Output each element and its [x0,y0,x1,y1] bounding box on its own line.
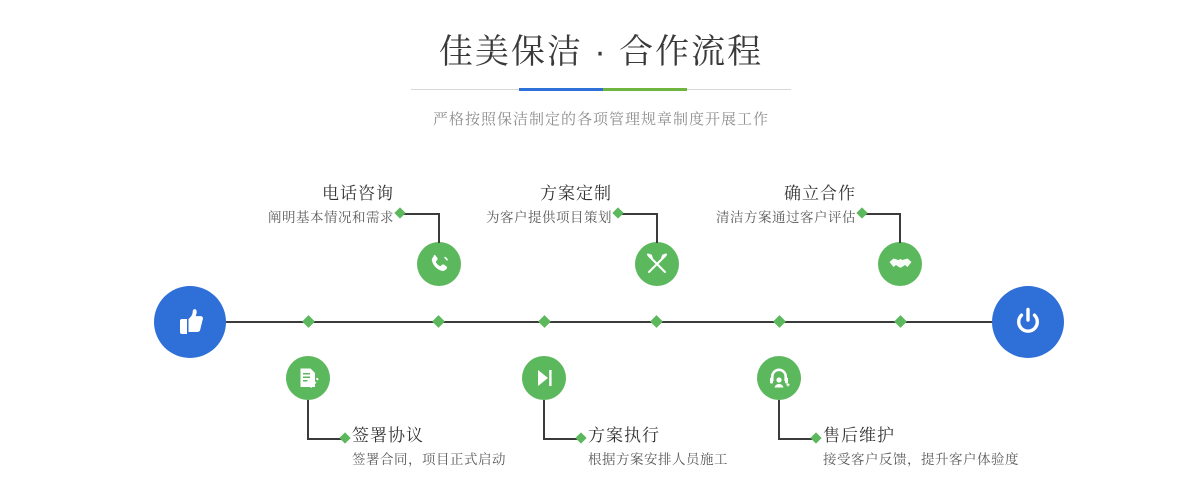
divider-accent-blue [519,88,603,91]
step-leaf-marker-5 [856,207,867,218]
page-title: 佳美保洁 · 合作流程 [438,33,764,71]
step-node-3 [635,242,679,286]
step-leaf-marker-4 [575,432,586,443]
step-leaf-marker-1 [394,207,405,218]
step-title-1: 电话咨询 [322,184,394,203]
page-subtitle: 严格按照保洁制定的各项管理规章制度开展工作 [432,111,769,128]
step-title-2: 签署协议 [352,426,424,445]
axis-marker [302,315,315,328]
step-label-5 [700,183,856,229]
step-connector-1-horizontal [400,213,440,215]
step-title-3: 方案定制 [540,184,612,203]
step-connector-1-vertical [438,213,440,243]
step-title-5: 确立合作 [784,184,856,203]
title-divider [411,84,791,96]
power-icon [1008,302,1048,342]
step-leaf-marker-6 [810,432,821,443]
step-connector-3-horizontal [618,213,658,215]
step-desc-1: 阐明基本情况和需求 [268,210,394,225]
step-connector-5-horizontal [862,213,901,215]
step-node-4 [522,356,566,400]
step-connector-2-horizontal [307,438,343,440]
thumbs-up-icon [170,302,210,342]
step-connector-2-vertical [307,400,309,440]
play-next-icon [531,365,557,391]
diagram-header [0,30,1202,129]
step-connector-4-horizontal [543,438,579,440]
step-label-3 [458,183,612,229]
step-connector-5-vertical [899,213,901,243]
step-leaf-marker-2 [339,432,350,443]
step-connector-6-vertical [778,400,780,440]
step-node-5 [878,242,922,286]
start-node [154,286,226,358]
headset-support-icon [766,365,792,391]
contract-pen-icon [295,365,321,391]
axis-marker [538,315,551,328]
step-label-2 [352,425,506,471]
axis-marker [650,315,663,328]
tools-icon [644,251,670,277]
axis-marker [773,315,786,328]
step-desc-4: 根据方案安排人员施工 [588,452,728,467]
step-node-2 [286,356,330,400]
step-desc-3: 为客户提供项目策划 [486,210,612,225]
step-node-1 [417,242,461,286]
step-label-6 [823,425,1019,471]
divider-accent-green [603,88,687,91]
phone-ring-icon [426,251,452,277]
step-label-4 [588,425,728,471]
step-leaf-marker-3 [612,207,623,218]
step-title-4: 方案执行 [588,426,660,445]
step-label-1 [246,183,394,229]
step-connector-6-horizontal [778,438,814,440]
handshake-icon [887,251,913,277]
axis-marker [432,315,445,328]
step-desc-2: 签署合同，项目正式启动 [352,452,506,467]
axis-marker [894,315,907,328]
step-desc-5: 清洁方案通过客户评估 [716,210,856,225]
step-desc-6: 接受客户反馈，提升客户体验度 [823,452,1019,467]
step-node-6 [757,356,801,400]
step-connector-4-vertical [543,400,545,440]
step-title-6: 售后维护 [823,426,895,445]
step-connector-3-vertical [656,213,658,243]
end-node [992,286,1064,358]
